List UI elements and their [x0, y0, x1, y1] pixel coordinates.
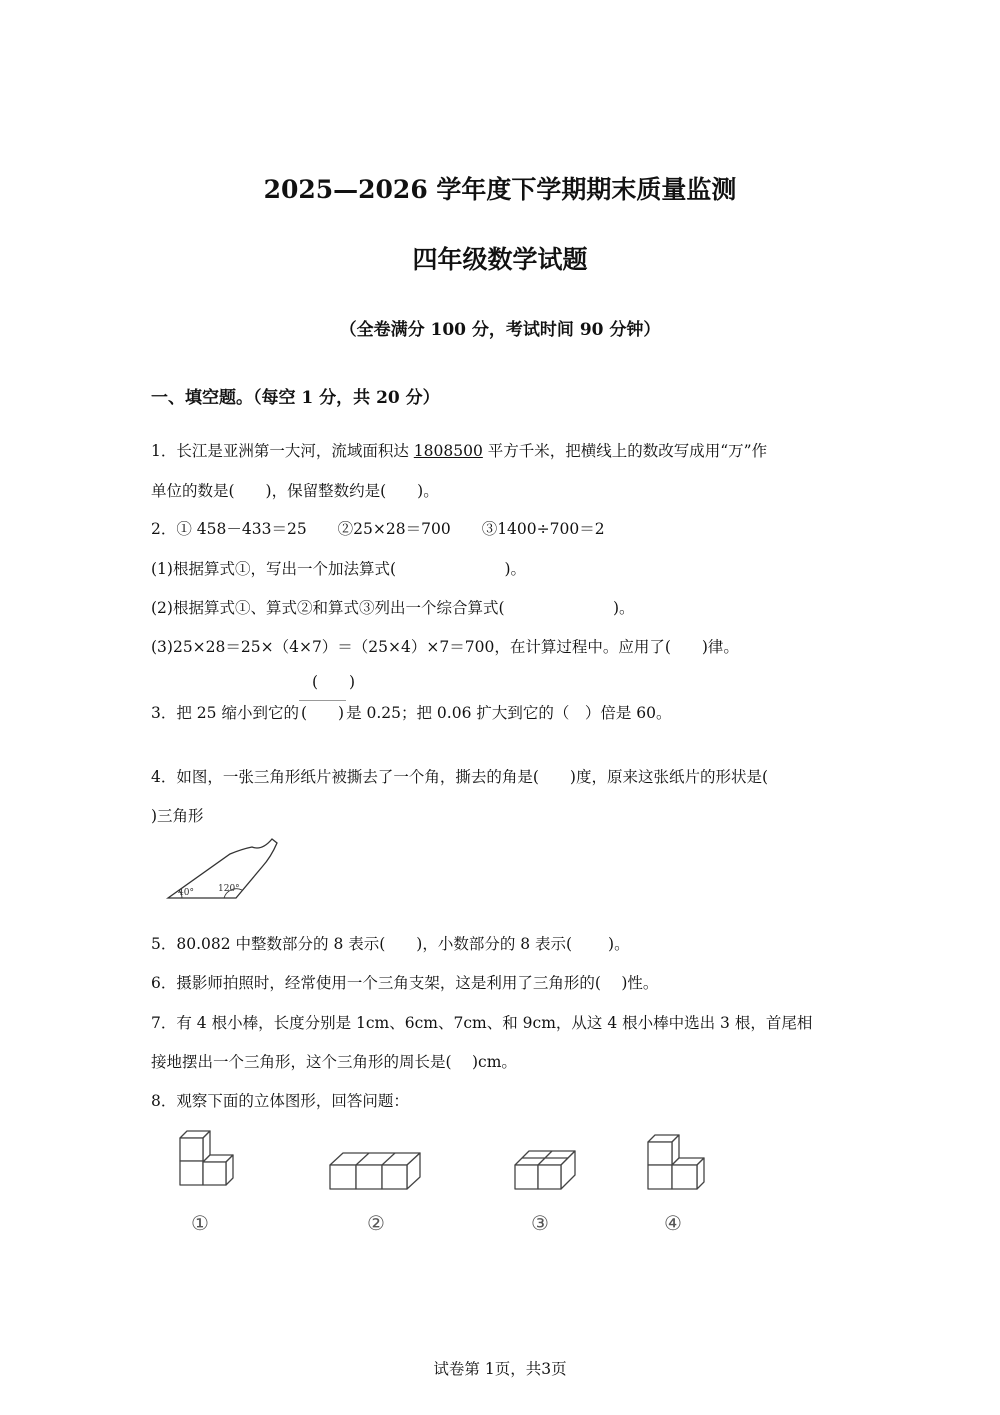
question-1-line-1: [151, 439, 767, 461]
solid-figure-1: [180, 1131, 233, 1185]
question-7-line-2: 接地摆出一个三角形，这个三角形的周长是( )cm。: [151, 1053, 517, 1071]
question-4-line-1: 4．如图，一张三角形纸片被撕去了一个角，撕去的角是( )度，原来这张纸片的形状是(: [151, 768, 769, 786]
question-2-line: 2．① 458－433＝25 ②25×28＝700 ③1400÷700＝2: [151, 520, 605, 538]
q1-pre: 1．长江是亚洲第一大河，流域面积达: [151, 442, 414, 460]
q3-pre: 3．把 25 缩小到它的: [151, 704, 299, 722]
angle-label-right: 120°: [218, 884, 240, 894]
torn-triangle-figure: [160, 835, 285, 905]
question-5: 5．80.082 中整数部分的 8 表示( )，小数部分的 8 表示( )。: [151, 935, 630, 953]
figure-label-4: ④: [664, 1211, 682, 1235]
exam-note: （全卷满分 100 分，考试时间 90 分钟）: [339, 320, 661, 340]
question-8-line: 8．观察下面的立体图形，回答问题：: [151, 1092, 409, 1110]
angle-label-left: 40°: [178, 888, 194, 898]
question-4-line-2: )三角形: [151, 807, 204, 825]
solid-figure-4: [648, 1135, 704, 1189]
question-7-line-1: 7．有 4 根小棒，长度分别是 1cm、6cm、7cm、和 9cm，从这 4 根小棒中选出 3 根，首尾相: [151, 1014, 813, 1032]
exam-title: 2025—2026 学年度下学期期末质量监测: [263, 175, 737, 204]
solid-figures: [150, 1120, 750, 1245]
figure-label-2: ②: [367, 1211, 385, 1235]
question-3: [151, 700, 672, 723]
q1-number: 1808500: [413, 442, 483, 460]
question-2-part-2: (2)根据算式①、算式②和算式③列出一个综合算式( )。: [151, 599, 635, 617]
question-2-part-3: (3)25×28＝25×（4×7）＝（25×4）×7＝700，在计算过程中。应用了( )律。: [151, 638, 739, 656]
solid-figure-2: [330, 1153, 420, 1189]
q3-numerator-blank: ( ): [312, 673, 356, 691]
section-heading: 一、填空题。（每空 1 分，共 20 分）: [151, 388, 440, 408]
page-footer: 试卷第 1页，共3页: [433, 1360, 567, 1378]
question-1-line-2: 单位的数是( )，保留整数约是( )。: [151, 482, 439, 500]
q1-post: 平方千米，把横线上的数改写成用“万”作: [482, 442, 768, 460]
question-2-part-1: (1)根据算式①，写出一个加法算式( )。: [151, 560, 527, 578]
q3-denominator-blank: ( ): [299, 700, 346, 723]
figure-label-1: ①: [191, 1211, 209, 1235]
solid-figure-3: [515, 1151, 575, 1189]
figure-label-3: ③: [531, 1211, 549, 1235]
q3-post: 是 0.25；把 0.06 扩大到它的（ ）倍是 60。: [346, 704, 672, 722]
exam-subtitle: 四年级数学试题: [412, 245, 588, 274]
question-6: 6．摄影师拍照时，经常使用一个三角支架，这是利用了三角形的( )性。: [151, 974, 659, 992]
